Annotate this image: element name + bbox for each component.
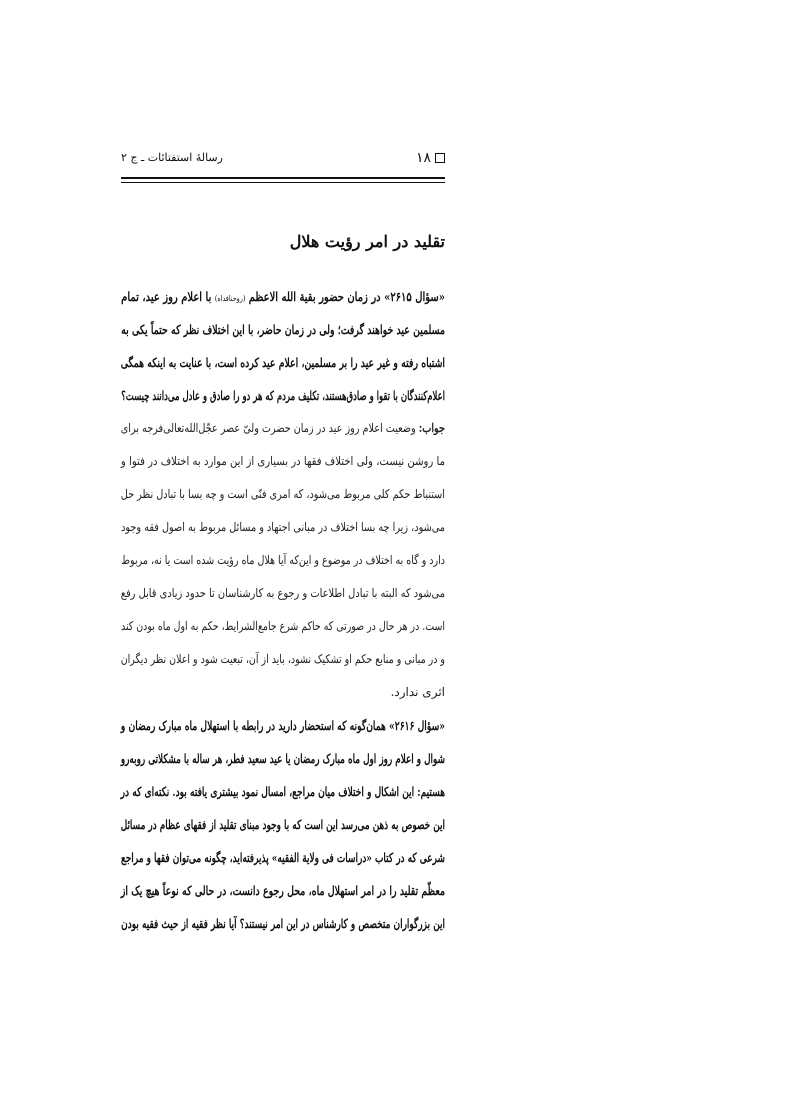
answer-line: استنباط حکم کلی مربوط می‌شود، که امری فنّی است و چه بسا با تبادل نظر حل — [120, 487, 446, 501]
question-2616-line: معظّم تقلید را در امر استهلال ماه، محل رجوع دانست، در حالی که نوعاً هیچ یک از — [120, 883, 445, 898]
question-2616-line: شرعی که در کتاب «دراسات فی ولایة الفقیه» پذیرفته‌اید، چگونه می‌توان فقها و مراجع — [120, 850, 445, 865]
section-title: تقلید در امر رؤیت هلال — [289, 232, 445, 251]
page-body — [121, 280, 445, 940]
square-ornament-icon — [435, 153, 445, 163]
page-number-text: ۱۸ — [415, 150, 431, 166]
question-2616-line: این خصوص به ذهن می‌رسد این است که با وجود مبنای تقلید از فقهای عظام در مسائل — [120, 817, 445, 832]
answer-line: اثری ندارد. — [390, 685, 445, 699]
answer-line: است. در هر حال در صورتی که حاکم شرع جامع‌الشرایط، حکم به اول ماه بودن کند — [121, 619, 445, 633]
honorific: (روحنافداه) — [214, 294, 246, 303]
answer-line: می‌شود که البته با تبادل اطلاعات و رجوع به کارشناسان تا حدود زیادی قابل رفع — [120, 586, 446, 600]
question-2616-line: شوال و اعلام روز اول ماه مبارک رمضان یا عید سعید فطر، هر ساله با مشکلاتی روبه‌رو — [120, 751, 445, 766]
header-rule-thin — [121, 182, 445, 183]
answer-line: جواب: وضعیت اعلام روز عید در زمان حضرت ولیّ عصر عجّل‌الله‌تعالی‌فرجه برای — [120, 421, 445, 435]
answer-line: ما روشن نیست، ولی اختلاف فقها در بسیاری از این موارد به اختلاف در فتوا و — [120, 454, 445, 468]
question-2615-line: مسلمین عید خواهند گرفت؛ ولی در زمان حاضر، با این اختلاف نظر که حتماً یکی به — [121, 322, 445, 337]
question-2616-line: هستیم: این اشکال و اختلاف میان مراجع، امسال نمود بیشتری یافته بود. نکته‌ای که در — [120, 784, 446, 799]
question-2616-line: این بزرگواران متخصص و کارشناس در این امر نیستند؟ آیا نظر فقیه از حیث فقیه بودن — [121, 916, 446, 931]
page-header — [121, 150, 445, 172]
question-2615-line: اعلام‌کنندگان با تقوا و صادق‌هستند، تکلیف مردم که هر دو را صادق و عادل می‌دانند چیست؟ — [121, 388, 446, 403]
answer-lead: جواب: — [418, 421, 445, 435]
header-rule-thick — [121, 177, 445, 179]
answer-line: و در مبانی و منابع حکم او تشکیک نشود، باید از آن، تبعیت شود و اعلان نظر دیگران — [120, 652, 445, 666]
answer-line: می‌شود، زیرا چه بسا اختلاف در مبانی اجتهاد و مسائل مربوط به اصول فقه وجود — [121, 520, 446, 534]
question-2615-line: «سؤال ۲۶۱۵» در زمان حضور بقیة الله الاعظم (روحنافداه) با اعلام روز عید، تمام — [121, 289, 445, 304]
running-title: رسالهٔ استفتائات ـ ج ۲ — [121, 151, 223, 164]
page-number — [416, 150, 445, 166]
question-2616-line: «سؤال ۲۶۱۶» همان‌گونه که استحضار دارید در رابطه با استهلال ماه مبارک رمضان و — [120, 718, 445, 733]
answer-line: دارد و گاه به اختلاف در موضوع و این‌که آیا هلال ماه رؤیت شده است یا نه، مربوط — [121, 553, 445, 567]
question-2615-line: اشتباه رفته و غیر عید را بر مسلمین، اعلام عید کرده است، با عنایت به اینکه همگی — [120, 355, 445, 370]
